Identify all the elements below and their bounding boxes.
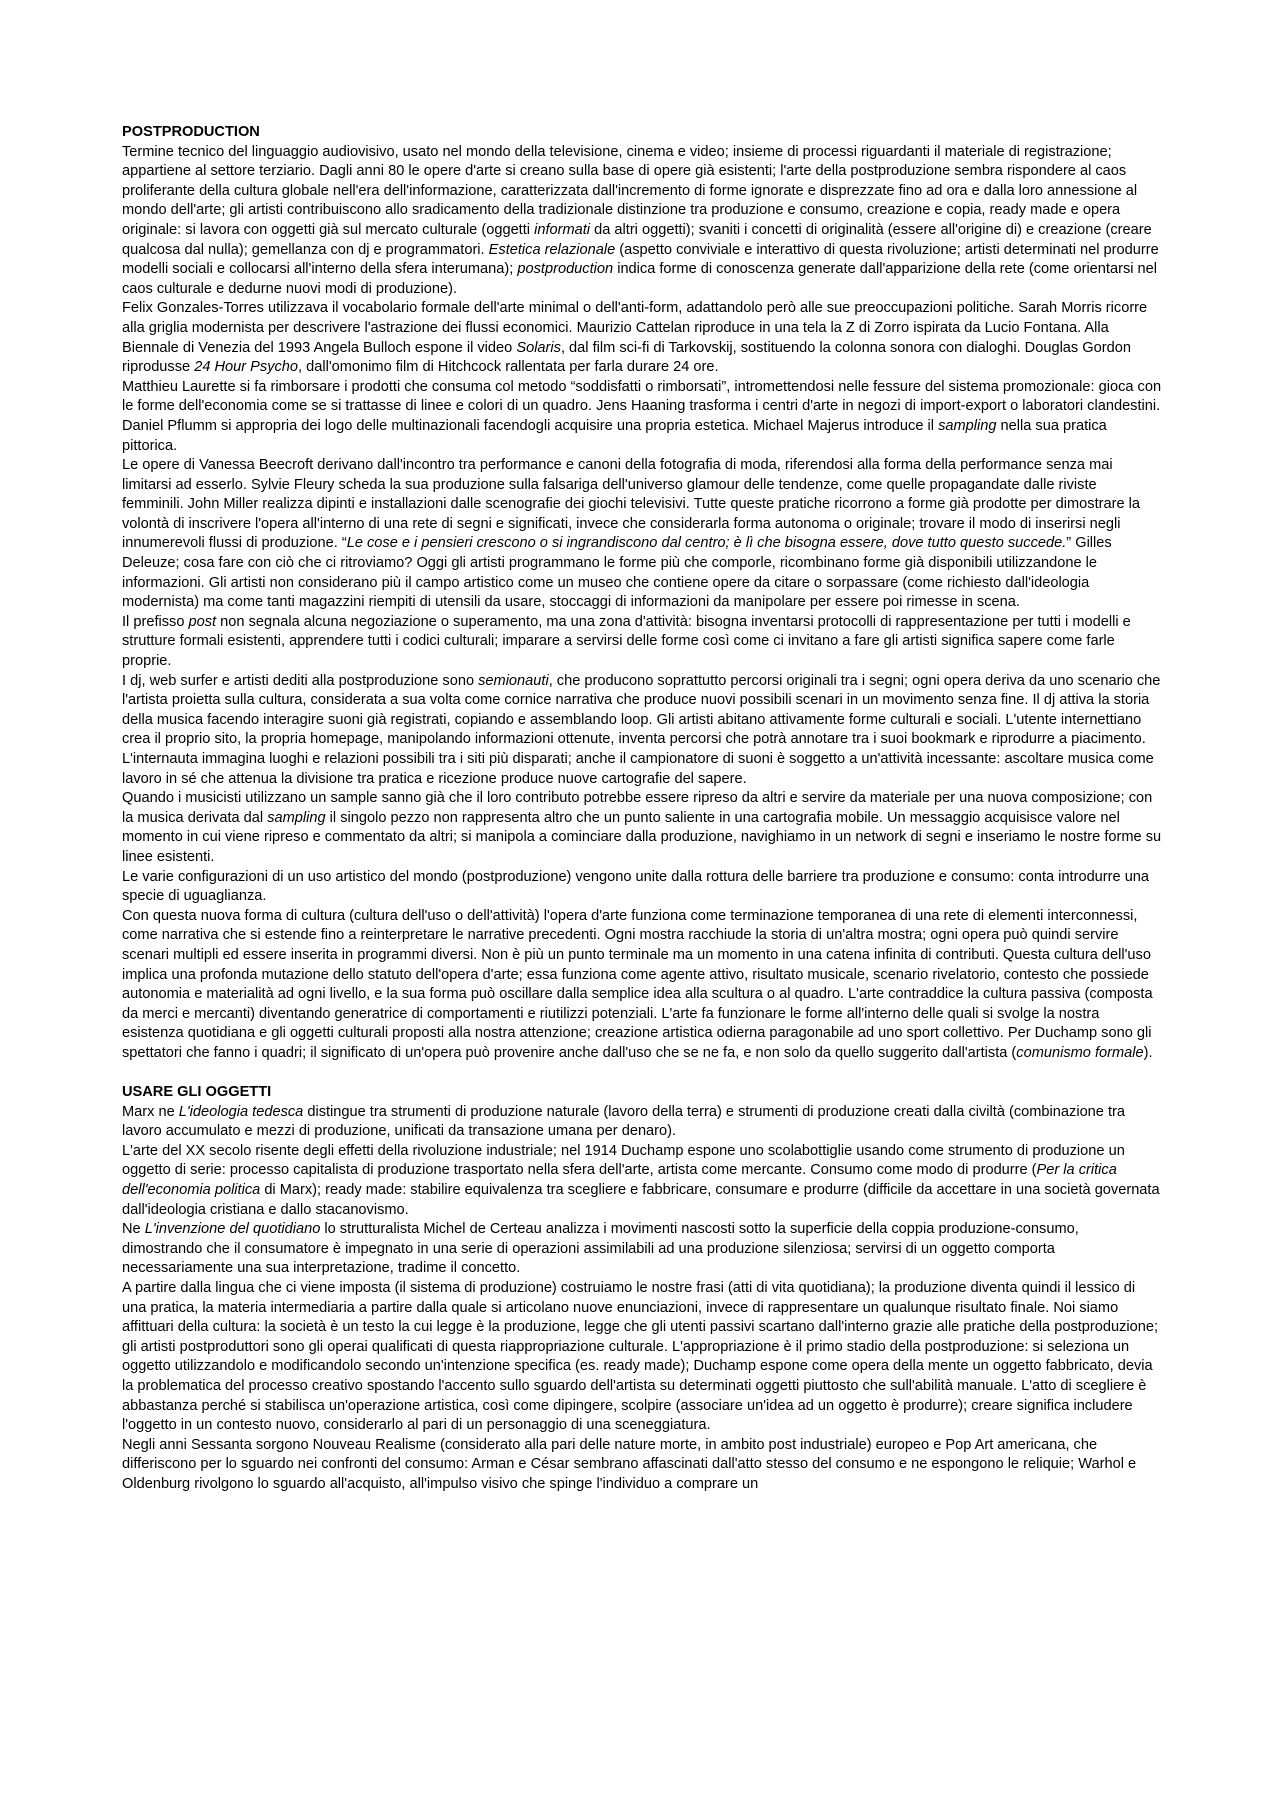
text-run: nella sua pratica pittorica. xyxy=(122,417,1107,454)
italic-text: informati xyxy=(534,221,591,238)
text-run: non segnala alcuna negoziazione o superamento, ma una zona d'attività: bisogna inventarsi protocolli di rappresentazione per tutti i modelli e strutture formali esistenti, apprendere tutti i codici culturali; imparare a servirsi delle forme così come ci invitano a fare gli artisti significa sapere come farle proprie. xyxy=(122,613,1131,670)
italic-text: semionauti xyxy=(478,672,549,689)
text-run: Con questa nuova forma di cultura (cultura dell'uso o dell'attività) l'opera d'arte funziona come terminazione temporanea di una rete di elementi interconnessi, come narrativa che si estende fino a reinterpretare le narrative precedenti. Ogni mostra racchiude la storia di un'altra mostra; ogni opera può quindi servire scenari multipli ed essere inserita in programmi diversi. Non è più un punto terminale ma un momento in una catena infinita di contributi. Questa cultura dell'uso implica una profonda mutazione dello statuto dell'opera d'arte; essa funziona come agente attivo, risultato musicale, scenario rivelatorio, contesto che possiede autonomia e materialità ad ogni livello, e la sua forma può oscillare dalla semplice idea alla scultura o al quadro. L'arte contraddice la cultura passiva (composta da merci e mercanti) diventando generatrice di comportamenti e riutilizzi potenziali. L'arte fa funzionare le forme all'interno delle quali si svolge la nostra esistenza quotidiana e gli oggetti culturali proposti alla nostra attenzione; creazione artistica odierna paragonabile ad uno sport collettivo. Per Duchamp sono gli spettatori che fanno i quadri; il significato di un'opera può provenire anche dall'uso che se ne fa, e non solo da quello suggerito dall'artista ( xyxy=(122,907,1153,1061)
text-run: Felix Gonzales-Torres utilizzava il vocabolario formale dell'arte minimal o dell'anti-form, adattandolo però alle sue preoccupazioni politiche. Sarah Morris ricorre alla griglia modernista per descrivere l'astrazione dei flussi economici. Maurizio Cattelan riproduce in una tela la Z di Zorro ispirata da Lucio Fontana. Alla Biennale di Venezia del 1993 Angela Bulloch espone il video xyxy=(122,300,1148,356)
document-page xyxy=(122,123,1162,1495)
text-run: Quando i musicisti utilizzano un sample sanno già che il loro contributo potrebbe essere ripreso da altri e servire da materiale per una nuova composizione; con la musica derivata dal xyxy=(122,790,1153,826)
italic-text: sampling xyxy=(938,417,997,434)
section-usare-gli-oggetti xyxy=(122,1083,1162,1494)
section-spacer xyxy=(122,1064,1162,1084)
text-run: Il prefisso xyxy=(122,613,189,630)
paragraph xyxy=(122,868,1162,907)
section-postproduction xyxy=(122,123,1162,1064)
italic-text: Per la critica dell'economia politica xyxy=(122,1162,1117,1199)
text-run: di Marx); ready made: stabilire equivalenza tra scegliere e fabbricare, consumare e produrre (difficile da accettare in una società governata dall'ideologia cristiana e dallo stacanovismo. xyxy=(122,1182,1160,1218)
text-run: L'arte del XX secolo risente degli effetti della rivoluzione industriale; nel 1914 Duchamp espone uno scolabottiglie usando come strumento di produzione un oggetto di serie: processo capitalista di produzione trasportato nella sfera dell'arte, artista come mercante. Consumo come modo di produrre ( xyxy=(122,1142,1125,1179)
italic-text: L'ideologia tedesca xyxy=(178,1103,304,1120)
text-run: I dj, web surfer e artisti dediti alla postproduzione sono xyxy=(122,672,479,689)
text-run: il singolo pezzo non rappresenta altro che un punto saliente in una cartografia mobile. Un messaggio acquisisce valore nel momento in cui viene ripreso e commentato da altri; si manipola a cominciare dalla produzione, navighiamo in un network di segni e inseriamo le nostre forme su linee esistenti. xyxy=(122,809,1162,865)
paragraph xyxy=(122,789,1162,867)
text-run: ). xyxy=(1143,1044,1153,1061)
text-run: Le opere di Vanessa Beecroft derivano dall'incontro tra performance e canoni della fotografia di moda, riferendosi alla forma della performance senza mai limitarsi ad esserlo. Sylvie Fleury scheda la sua produzione sulla falsariga dell'universo glamour delle tendenze, come quelle propagandate dalle riviste femminili. John Miller realizza dipinti e installazioni dalle scenografie dei giochi televisivi. Tutte queste pratiche ricorrono a forme già prodotte per dimostrare la volontà di inscrivere l'opera all'interno di una rete di segni e significati, invece che considerarla forma autonoma o originale; trovare il modo di inserirsi negli innumerevoli flussi di produzione. “ xyxy=(122,457,1140,552)
section-body xyxy=(122,1103,1162,1495)
paragraph xyxy=(122,378,1162,456)
italic-text: 24 Hour Psycho xyxy=(194,359,299,376)
paragraph xyxy=(122,907,1162,1064)
paragraph xyxy=(122,143,1162,300)
section-heading: POSTPRODUCTION xyxy=(122,124,260,140)
paragraph xyxy=(122,1103,1162,1142)
paragraph xyxy=(122,456,1162,613)
italic-text: postproduction xyxy=(517,261,614,278)
italic-text: L'invenzione del quotidiano xyxy=(144,1221,321,1238)
italic-text: comunismo formale xyxy=(1016,1044,1144,1061)
italic-text: post xyxy=(188,613,217,630)
italic-text: Le cose e i pensieri crescono o si ingrandiscono dal centro; è lì che bisogna essere, dove tutto questo succede. xyxy=(346,535,1067,552)
text-run: da altri oggetti); svaniti i concetti di originalità (essere all'origine di) e creazione (creare qualcosa dal nulla); gemellanza con dj e programmatori. xyxy=(122,221,1152,258)
section-body xyxy=(122,143,1162,1064)
text-run: , dall'omonimo film di Hitchcock rallentata per farla durare 24 ore. xyxy=(298,359,719,376)
text-run: , che producono soprattutto percorsi originali tra i segni; ogni opera deriva da uno scenario che l'artista proietta sulla cultura, considerata a sua volta come cornice narrativa che produce nuovi possibili scenari in un movimento senza fine. Il dj attiva la storia della musica facendo interagire suoni già registrati, copiando e assemblando loop. Gli artisti abitano attivamente forme culturali e sociali. L'utente internettiano crea il proprio sito, la propria homepage, manipolando informazioni ottenute, inventa percorsi che potrà annotare tra i suoi bookmark e riprodurre a piacimento. L'internauta immagina luoghi e relazioni possibili tra i siti più disparati; anche il campionatore di suoni è soggetto a un'attività incessante: ascoltare musica come lavoro in sé che attenua la divisione tra pratica e ricezione produce nuove cartografie del sapere. xyxy=(122,672,1161,787)
text-run: Matthieu Laurette si fa rimborsare i prodotti che consuma col metodo “soddisfatti o rimborsati”, intromettendosi nelle fessure del sistema promozionale: gioca con le forme dell'economia come se si trattasse di linee e colori di un quadro. Jens Haaning trasforma i centri d'arte in negozi di import-export o laboratori clandestini. Daniel Pflumm si appropria dei logo delle multinazionali facendogli acquisire una propria estetica. Michael Majerus introduce il xyxy=(122,378,1162,434)
text-run: (aspetto conviviale e interattivo di questa rivoluzione; artisti determinati nel produrre modelli sociali e collocarsi all'interno della sfera interumana); xyxy=(122,241,1159,278)
text-run: Marx ne xyxy=(122,1103,179,1120)
paragraph xyxy=(122,1142,1162,1220)
paragraph xyxy=(122,1436,1162,1495)
text-run: lo strutturalista Michel de Certeau analizza i movimenti nascosti sotto la superficie della coppia produzione-consumo, dimostrando che il consumatore è impegnato in una serie di operazioni assimilabili ad una produzione silenziosa; servirsi di un oggetto comporta necessariamente una sua interpretazione, tradime il concetto. xyxy=(122,1221,1079,1277)
text-run: distingue tra strumenti di produzione naturale (lavoro della terra) e strumenti di produzione creati dalla civiltà (combinazione tra lavoro accumulato e mezzi di produzione, unificati da transazione umana per denaro). xyxy=(122,1103,1125,1140)
paragraph xyxy=(122,613,1162,672)
text-run: ” Gilles Deleuze; cosa fare con ciò che ci ritroviamo? Oggi gli artisti programmano le forme più che comporle, ricombinano forme già disponibili utilizzandone le informazioni. Gli artisti non considerano più il campo artistico come un museo che contiene opere da citare o sorpassare (come richiesto dall'ideologia modernista) ma come tanti magazzini riempiti di utensili da usare, stoccaggi di informazioni da manipolare per essere poi rimesse in scena. xyxy=(122,535,1112,611)
italic-text: Solaris xyxy=(516,339,561,356)
text-run: indica forme di conoscenza generate dall'apparizione della rete (come orientarsi nel caos culturale e dedurne nuovi modi di produzione). xyxy=(122,261,1158,297)
paragraph xyxy=(122,299,1162,377)
text-run: Negli anni Sessanta sorgono Nouveau Realisme (considerato alla pari delle nature morte, in ambito post industriale) europeo e Pop Art americana, che differiscono per lo sguardo nei confronti del consumo: Arman e César sembrano affascinati dall'atto stesso del consumo e ne espongono le reliquie; Warhol e Oldenburg rivolgono lo sguardo all'acquisto, all'impulso visivo che spinge l'individuo a comprare un xyxy=(122,1436,1137,1492)
section-heading: USARE GLI OGGETTI xyxy=(122,1084,272,1101)
text-run: A partire dalla lingua che ci viene imposta (il sistema di produzione) costruiamo le nostre frasi (atti di vita quotidiana); la produzione diventa quindi il lessico di una pratica, la materia intermediaria a partire dalla quale si articolano nuove enunciazioni, invece di rappresentare un qualunque risultato finale. Noi siamo affittuari della cultura: la società è un testo la cui legge è la produzione, legge che gli utenti passivi scartano dall'interno grazie alle pratiche della postproduzione; gli artisti postproduttori sono gli operai qualificati di questa riappropriazione culturale. L'appropriazione è il primo stadio della postproduzione: si seleziona un oggetto utilizzandolo e modificandolo secondo un'intenzione specifica (es. ready made); Duchamp espone come opera della mente un oggetto fabbricato, devia la problematica del processo creativo spostando l'accento sullo sguardo dell'artista su determinati oggetti piuttosto che sull'abilità manuale. L'atto di scegliere è abbastanza perché si stabilisca un'operazione artistica, così come dipingere, scolpire (associare un'idea ad un oggetto è produrre); creare significa includere l'oggetto in un contesto nuovo, considerarlo al pari di un personaggio di una sceneggiatura. xyxy=(122,1280,1159,1434)
text-run: Termine tecnico del linguaggio audiovisivo, usato nel mondo della televisione, cinema e video; insieme di processi riguardanti il materiale di registrazione; appartiene al settore terziario. Dagli anni 80 le opere d'arte si creano sulla base di opere già esistenti; l'arte della postproduzione sembra rispondere al caos proliferante della cultura globale nell'era dell'informazione, caratterizzata dall'incremento di forme ignorate e disprezzate fino ad ora e dalla loro annessione al mondo dell'arte; gli artisti contribuiscono allo sradicamento della tradizionale distinzione tra produzione e consumo, creazione e copia, ready made e opera originale: si lavora con oggetti già sul mercato culturale (oggetti xyxy=(122,143,1138,238)
text-run: Ne xyxy=(122,1221,145,1238)
text-run: Le varie configurazioni di un uso artistico del mondo (postproduzione) vengono unite dalla rottura delle barriere tra produzione e consumo: conta introdurre una specie di uguaglianza. xyxy=(122,868,1150,905)
paragraph xyxy=(122,1220,1162,1279)
paragraph xyxy=(122,672,1162,790)
paragraph xyxy=(122,1279,1162,1436)
text-run: , dal film sci-fi di Tarkovskij, sostituendo la colonna sonora con dialoghi. Douglas Gordon riprodusse xyxy=(122,339,1131,376)
italic-text: Estetica relazionale xyxy=(488,241,616,258)
italic-text: sampling xyxy=(267,809,326,826)
